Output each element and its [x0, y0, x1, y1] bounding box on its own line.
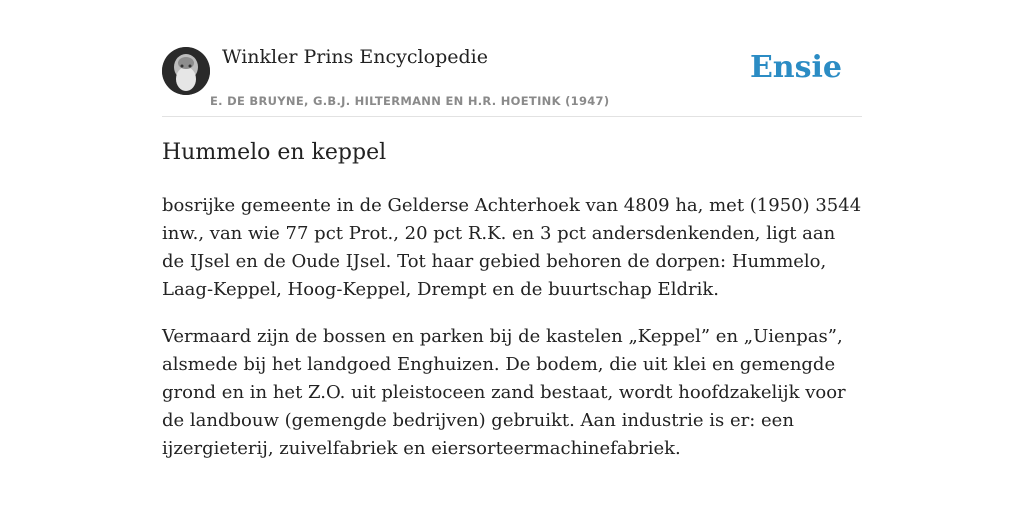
- source-authors: E. DE BRUYNE, G.B.J. HILTERMANN EN H.R. HOETINK (1947): [210, 94, 610, 108]
- source-header: [162, 44, 862, 117]
- article-paragraph: Vermaard zijn de bossen en parken bij de kastelen „Keppel” en „Uienpas”, alsmede bij het landgoed Enghuizen. De bodem, die uit klei en gemengde grond en in het Z.O. uit pleistoceen zand bestaat, wordt hoofdzakelijk voor de landbouw (gemengde bedrijven) gebruikt. Aan industrie is er: een ijzergieterij, zuivelfabriek en eiersorteermachinefabriek.: [162, 326, 846, 459]
- source-title[interactable]: Winkler Prins Encyclopedie: [222, 46, 488, 68]
- ensie-logo-link[interactable]: Ensie: [749, 50, 842, 85]
- article-body: [162, 192, 862, 482]
- portrait-image: [162, 47, 210, 95]
- article-title: Hummelo en keppel: [162, 140, 387, 165]
- author-avatar[interactable]: [162, 47, 210, 95]
- article-paragraph: bosrijke gemeente in de Gelderse Achterhoek van 4809 ha, met (1950) 3544 inw., van wie 77 pct Prot., 20 pct R.K. en 3 pct andersdenkenden, ligt aan de IJsel en de Oude IJsel. Tot haar gebied behoren de dorpen: Hummelo, Laag-Keppel, Hoog-Keppel, Drempt en de buurtschap Eldrik.: [162, 195, 862, 300]
